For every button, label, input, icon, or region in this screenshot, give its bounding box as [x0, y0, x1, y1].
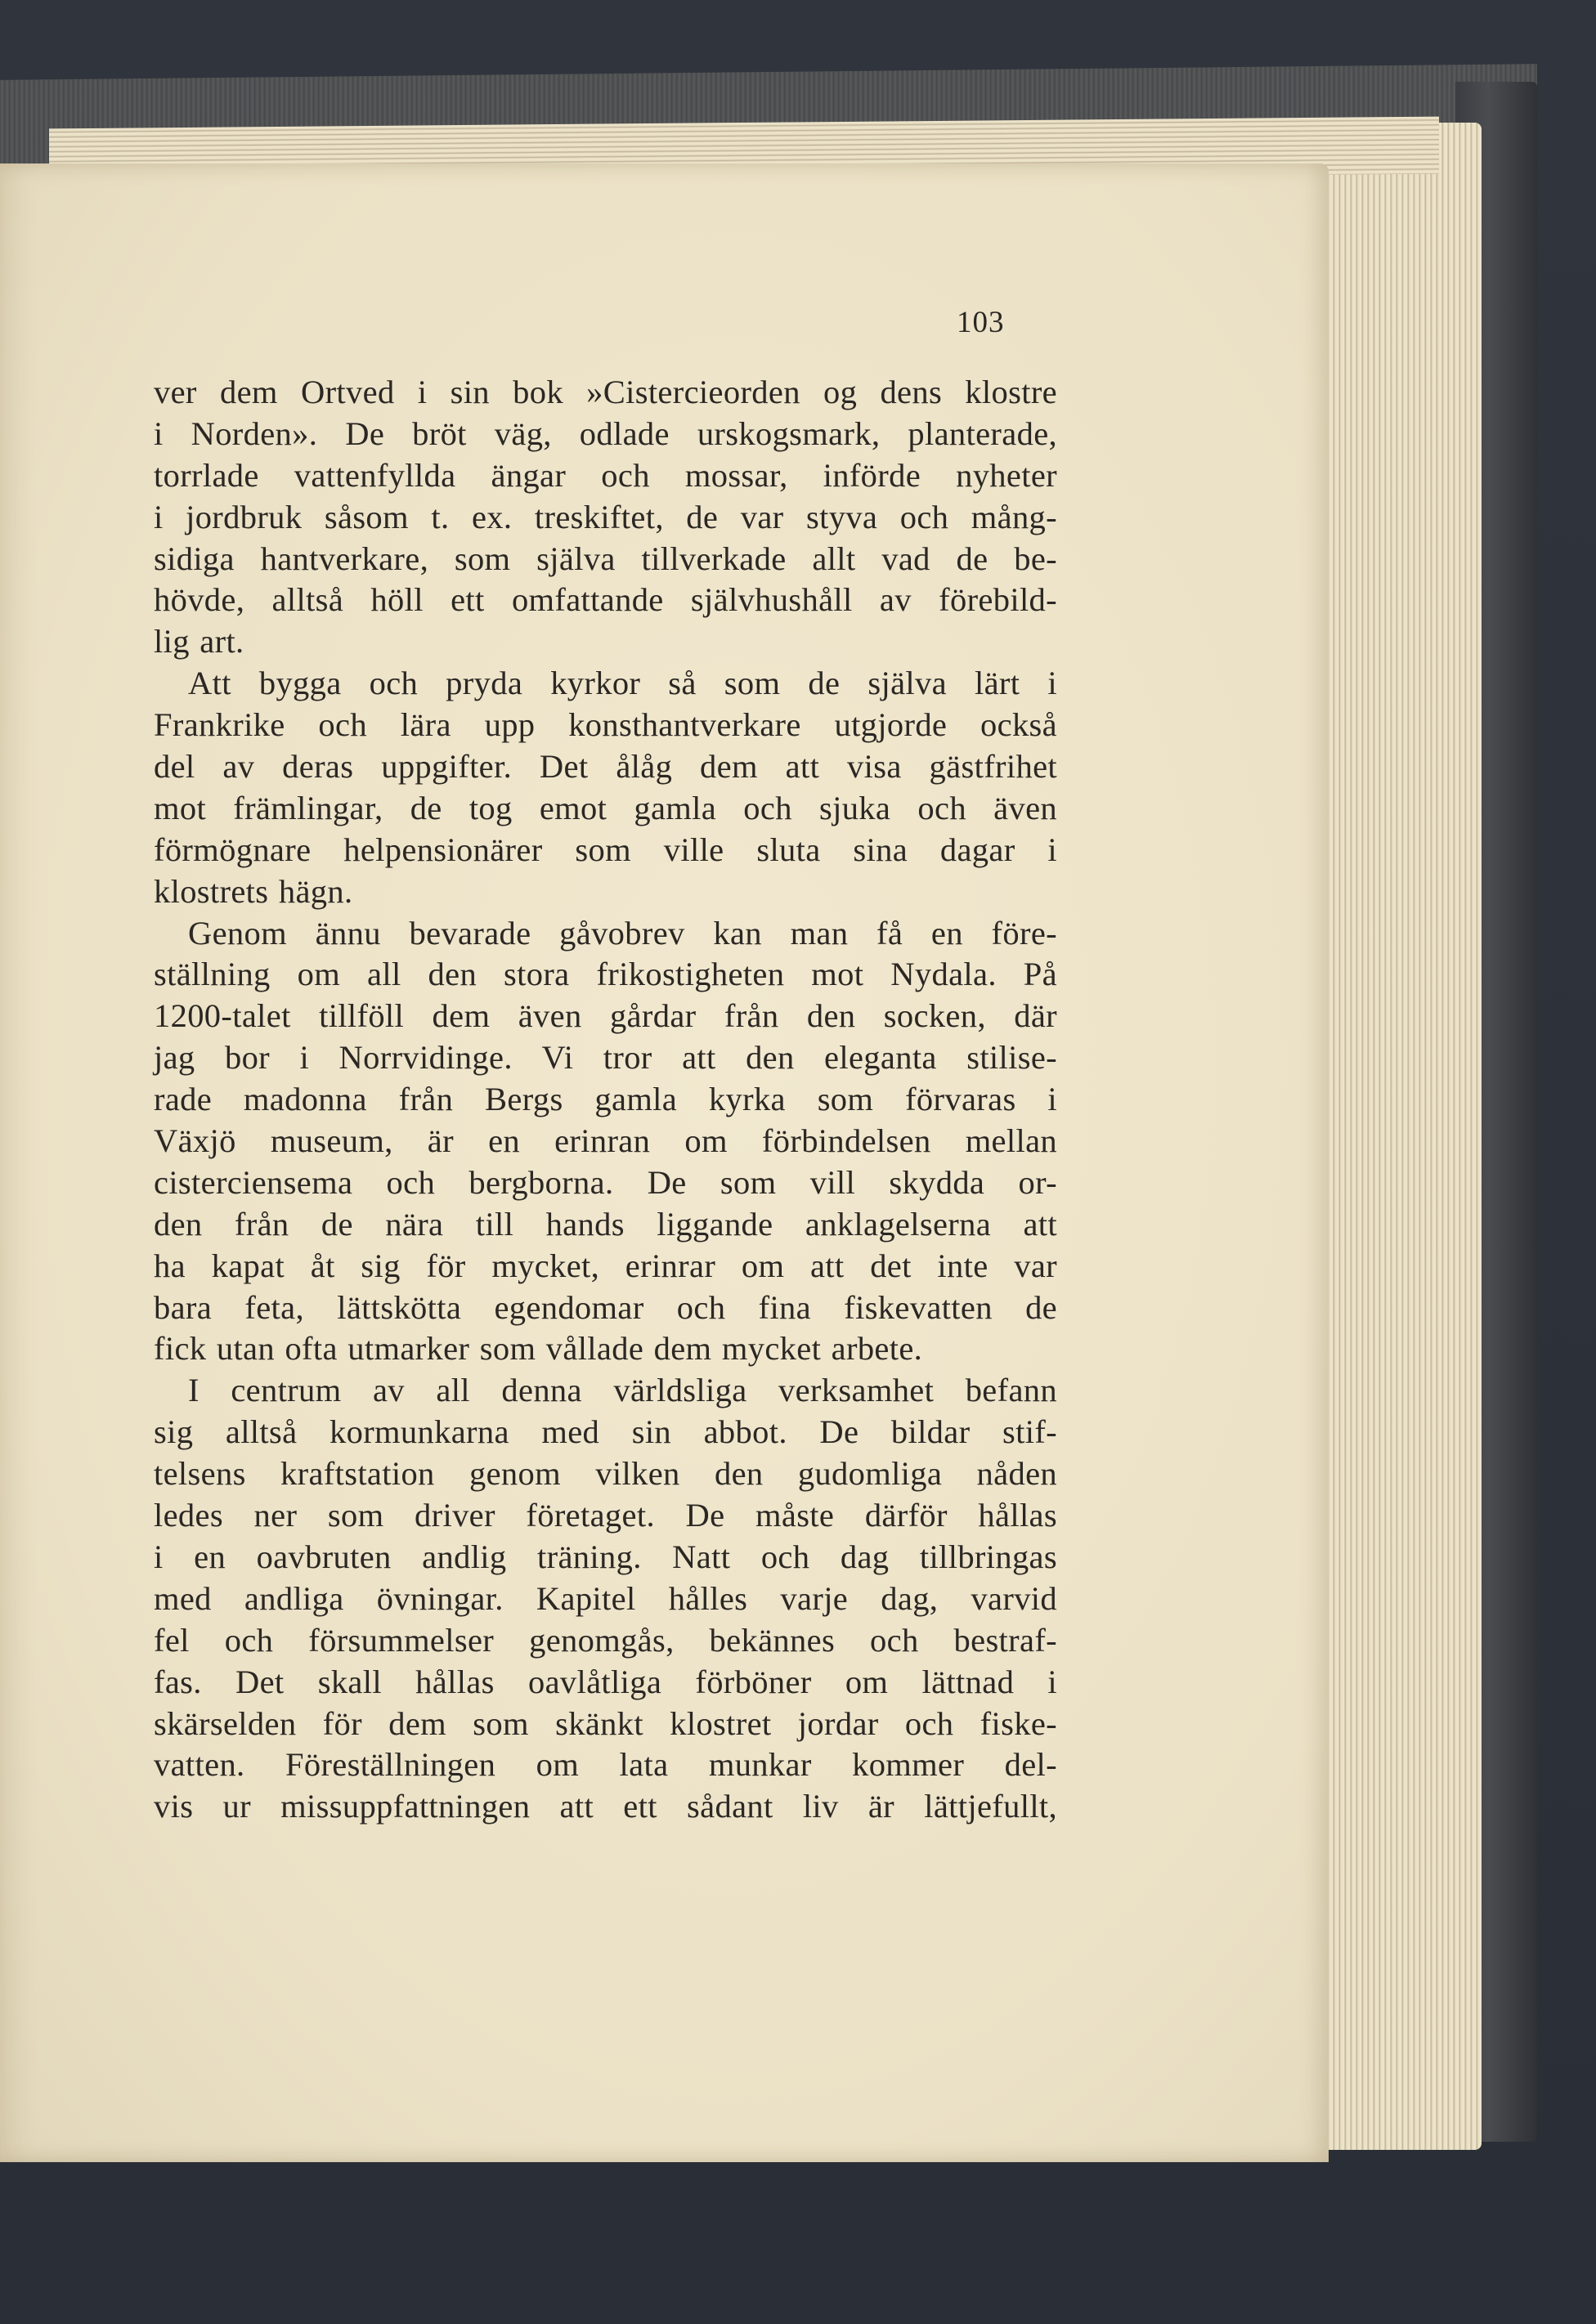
page-stack-edges [1318, 123, 1482, 2150]
text-line: I centrum av all denna världsliga verksamhet befann [188, 1372, 1057, 1409]
text-line: vis ur missuppfattningen att ett sådant liv är lättjefullt, [154, 1788, 1057, 1825]
text-line: hövde, alltså höll ett omfattande självhushåll av förebild- [154, 581, 1057, 619]
text-line: i en oavbruten andlig träning. Natt och dag tillbringas [154, 1538, 1057, 1575]
text-line: lig art. [154, 623, 244, 660]
text-line: med andliga övningar. Kapitel hålles varje dag, varvid [154, 1579, 1057, 1617]
text-line: fick utan ofta utmarker som vållade dem mycket arbete. [154, 1330, 923, 1368]
text-line: 1200-talet tillföll dem även gårdar från den socken, där [154, 997, 1057, 1035]
text-line: i jordbruk såsom t. ex. treskiftet, de var styva och mång- [154, 498, 1057, 535]
text-line: skärselden för dem som skänkt klostret jordar och fiske- [154, 1704, 1057, 1742]
text-line: ställning om all den stora frikostigheten mot Nydala. På [154, 956, 1057, 993]
text-line: sidiga hantverkare, som själva tillverkade allt vad de be- [154, 540, 1057, 577]
text-line: ha kapat åt sig för mycket, erinrar om att det inte var [154, 1247, 1057, 1284]
body-text [154, 372, 1057, 1828]
text-line: klostrets hägn. [154, 872, 353, 910]
text-line: mot främlingar, de tog emot gamla och sjuka och även [154, 789, 1057, 826]
text-line: Att bygga och pryda kyrkor så som de själva lärt i [188, 665, 1057, 702]
text-line: telsens kraftstation genom vilken den gudomliga nåden [154, 1455, 1057, 1493]
text-line: sig alltså kormunkarna med sin abbot. De bildar stif- [154, 1413, 1057, 1451]
text-line: Genom ännu bevarade gåvobrev kan man få en före- [188, 914, 1057, 952]
text-line: fel och försummelser genomgås, bekännes och bestraf- [154, 1621, 1057, 1659]
text-line: ver dem Ortved i sin bok »Cistercieorden og dens klostre [154, 374, 1057, 410]
text-line: del av deras uppgifter. Det ålåg dem att visa gästfrihet [154, 748, 1057, 786]
text-line: förmögnare helpensionärer som ville sluta sina dagar i [154, 831, 1057, 868]
text-line: cisterciensema och bergborna. De som vill skydda or- [154, 1163, 1057, 1201]
text-line: torrlade vattenfyllda ängar och mossar, införde nyheter [154, 456, 1057, 494]
text-line: den från de nära till hands liggande anklagelserna att [154, 1205, 1057, 1243]
text-line: fas. Det skall hållas oavlåtliga förböner om lättnad i [154, 1663, 1057, 1700]
text-line: Frankrike och lära upp konsthantverkare utgjorde också [154, 706, 1057, 744]
text-line: Växjö museum, är en erinran om förbindelsen mellan [154, 1122, 1057, 1160]
text-line: i Norden». De bröt väg, odlade urskogsmark, planterade, [154, 414, 1057, 452]
text-line: ledes ner som driver företaget. De måste därför hållas [154, 1497, 1057, 1534]
text-line: jag bor i Norrvidinge. Vi tror att den eleganta stilise- [154, 1039, 1057, 1077]
text-line: rade madonna från Bergs gamla kyrka som förvaras i [154, 1081, 1057, 1118]
text-line: bara feta, lättskötta egendomar och fina fiskevatten de [154, 1288, 1057, 1326]
page-number: 103 [957, 306, 1005, 339]
text-line: vatten. Föreställningen om lata munkar kommer del- [154, 1746, 1057, 1784]
